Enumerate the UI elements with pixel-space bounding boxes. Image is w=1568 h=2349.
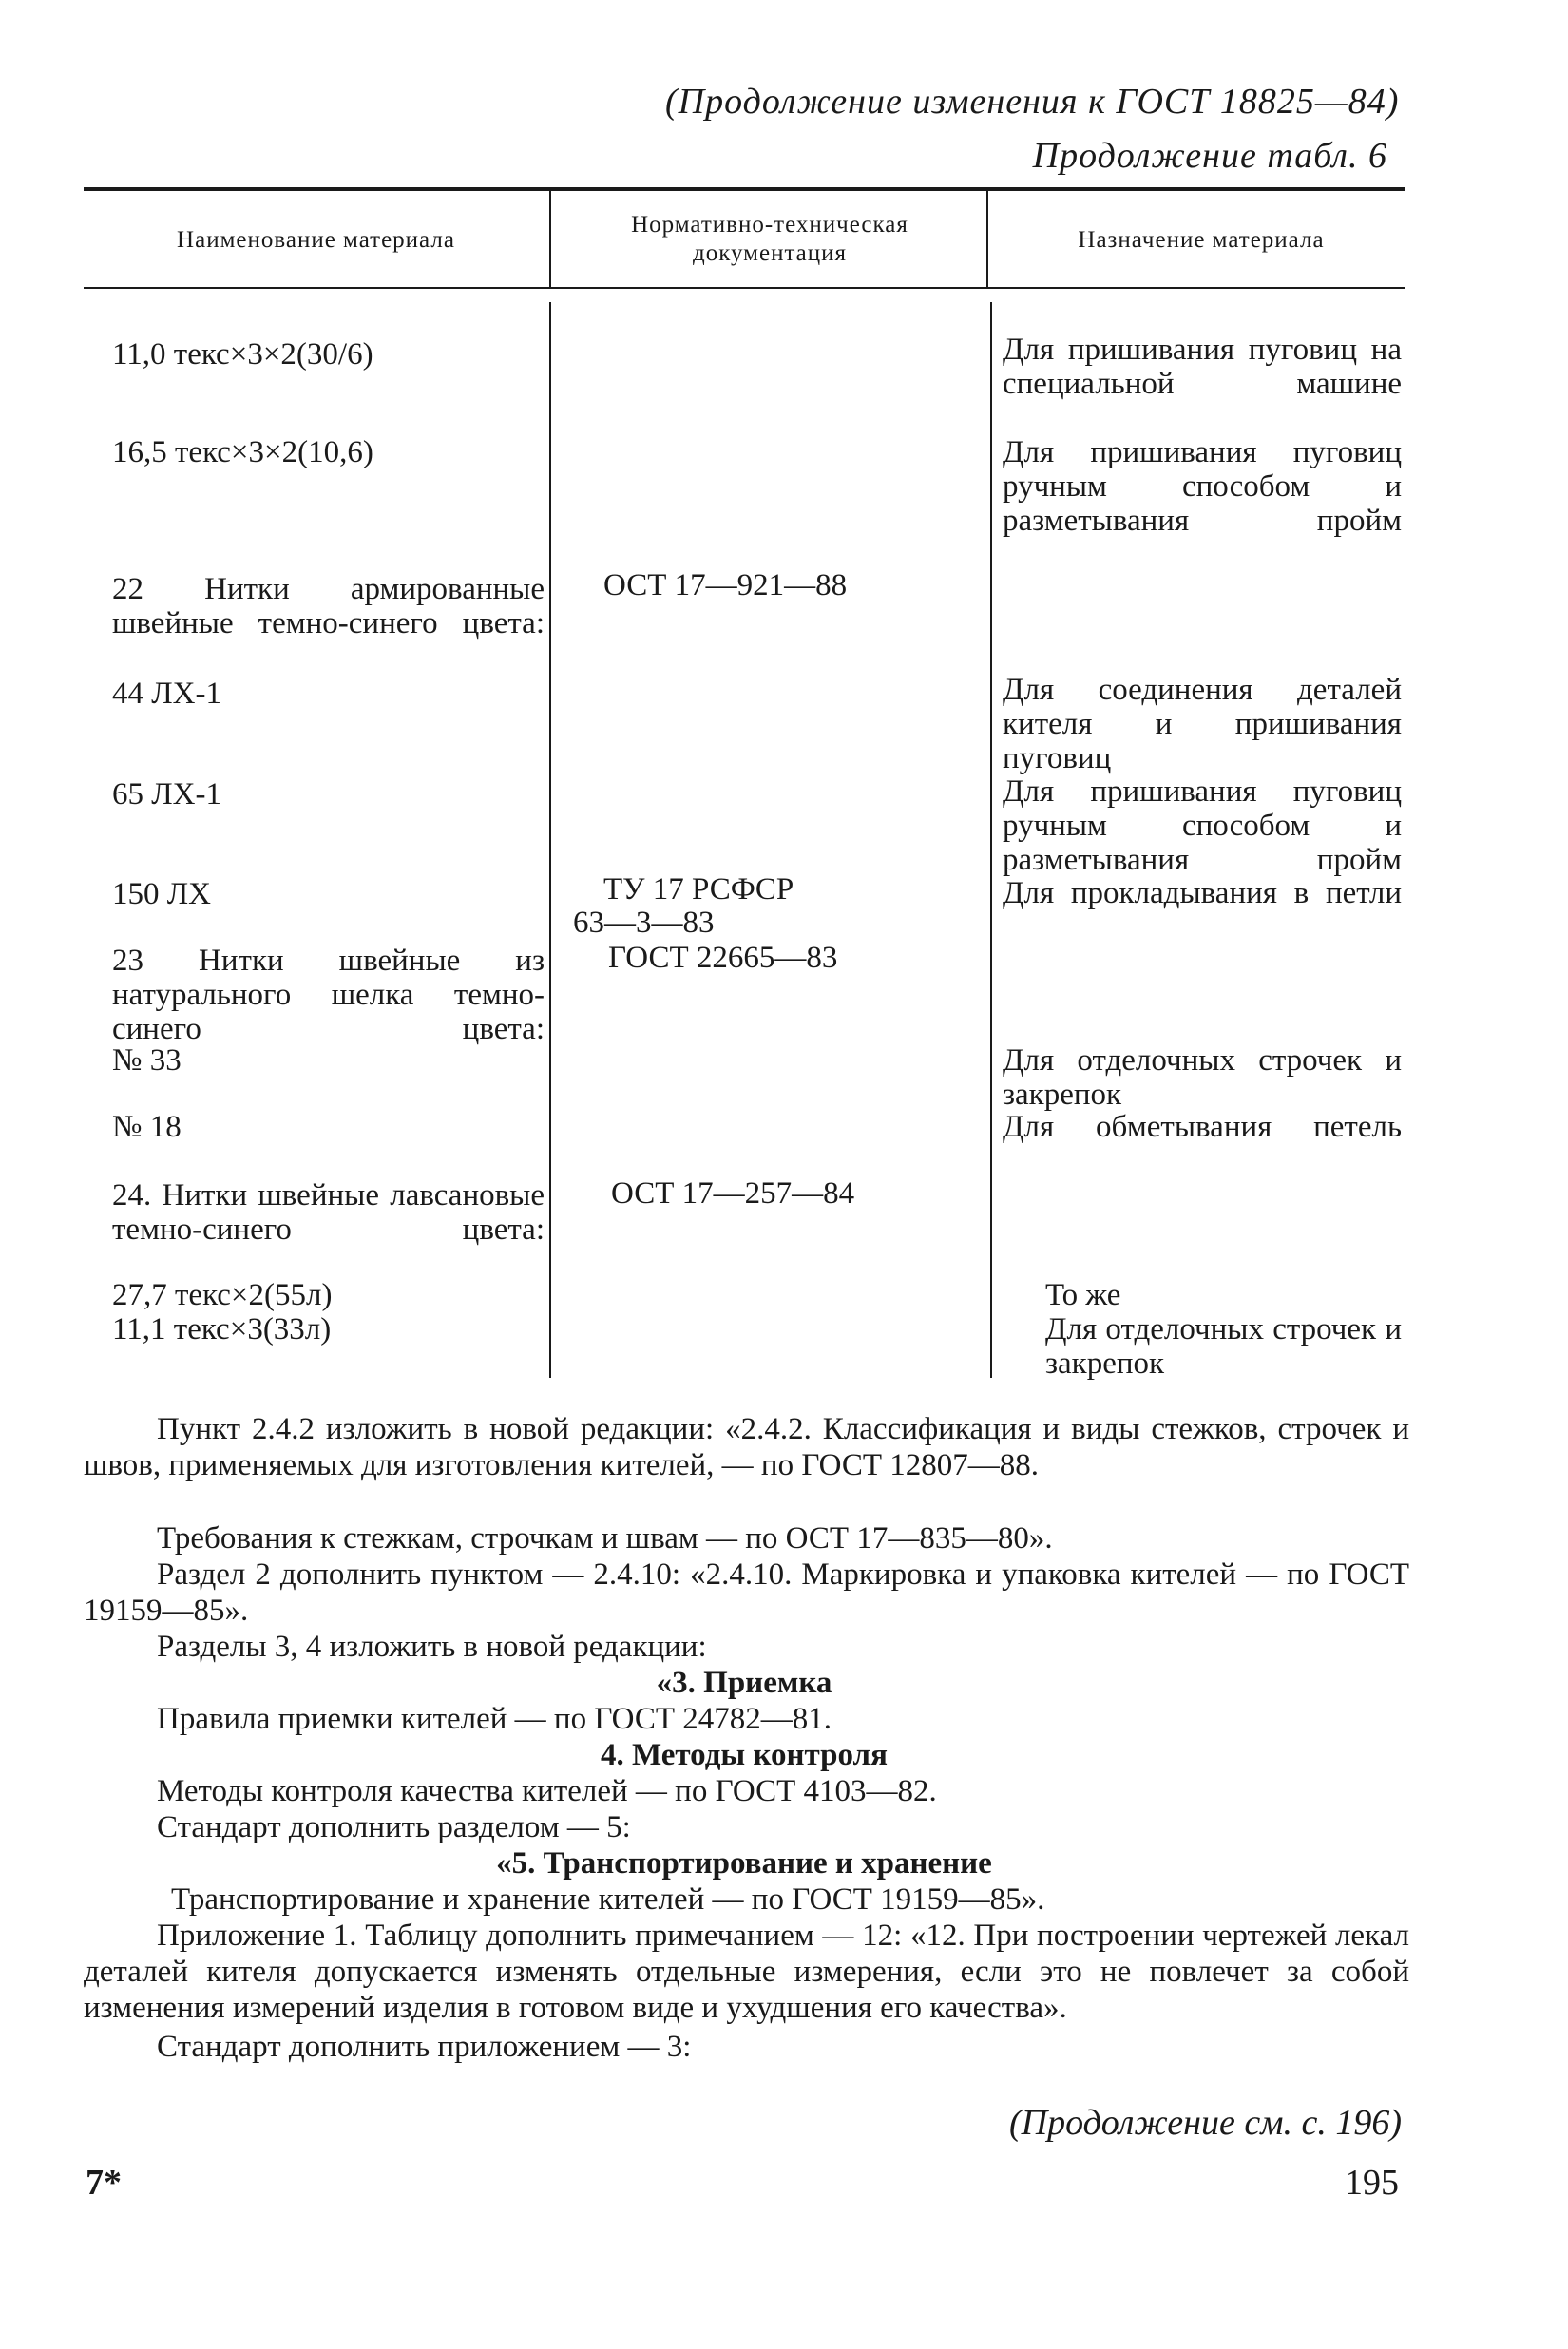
- heading-section-3: «3. Приемка: [656, 1666, 832, 1700]
- row11-purpose: То же: [1045, 1278, 1121, 1312]
- row4-material: 44 ЛХ-1: [112, 677, 221, 711]
- row8-purpose: Для отделочных строчек и закрепок: [1003, 1043, 1402, 1112]
- table-top-rule: [84, 187, 1405, 191]
- paragraph-add-appendix-3: Стандарт дополнить приложением — 3:: [157, 2030, 692, 2064]
- paragraph-control-methods: Методы контроля качества кителей — по ГОСТ 4103—82.: [157, 1774, 937, 1808]
- row12-purpose: Для отделочных строчек и закрепок: [1045, 1312, 1402, 1381]
- row8-material: № 33: [112, 1043, 182, 1078]
- paragraph-stitch-requirements: Требования к стежкам, строчкам и швам — по ОСТ 17—835—80».: [157, 1521, 1053, 1556]
- column-header-purpose: Назначение материала: [1078, 227, 1325, 253]
- row5-material: 65 ЛХ-1: [112, 777, 221, 812]
- paragraph-add-section-5: Стандарт дополнить разделом — 5:: [157, 1810, 631, 1844]
- row7-documentation: ГОСТ 22665—83: [608, 941, 838, 975]
- sheet-mark: 7*: [86, 2163, 122, 2203]
- row5-purpose: Для пришивания пуговиц ручным способом и разметывания пройм: [1003, 774, 1402, 877]
- paragraph-2-4-2: Пункт 2.4.2 изложить в новой редакции: «2.4.2. Классификация и виды стежков, строчек и швов, применяемых для изготовления кителей, — по ГОСТ 12807—88.: [84, 1412, 1409, 1482]
- paragraph-appendix-1: Приложение 1. Таблицу дополнить примечанием — 12: «12. При построении чертежей лекал деталей кителя допускается изменять отдельные измерения, если это не повлечет за собой изменения измерений изделия в готовом виде и ухудшения его качества».: [84, 1919, 1409, 2025]
- row3-material: 22 Нитки армированные швейные темно-синего цвета:: [112, 572, 545, 640]
- table-divider-2: [990, 302, 992, 1378]
- row6-documentation-line2: 63—3—83: [573, 906, 715, 940]
- row7-material: 23 Нитки швейные из натурального шелка темно-синего цвета:: [112, 944, 545, 1046]
- row4-purpose: Для соединения деталей кителя и пришивания пуговиц: [1003, 673, 1402, 775]
- header-continuation: (Продолжение изменения к ГОСТ 18825—84): [665, 82, 1400, 122]
- row10-material: 24. Нитки швейные лавсановые темно-синего цвета:: [112, 1178, 545, 1247]
- table-divider-1-head: [549, 190, 551, 287]
- row12-material: 11,1 текс×3(33л): [112, 1312, 332, 1346]
- paragraph-section-2-addition: Раздел 2 дополнить пунктом — 2.4.10: «2.4.10. Маркировка и упаковка кителей — по ГОСТ 19159—85».: [84, 1557, 1409, 1628]
- table-divider-1: [549, 302, 551, 1378]
- row11-material: 27,7 текс×2(55л): [112, 1278, 333, 1312]
- row2-purpose: Для пришивания пуговиц ручным способом и разметывания пройм: [1003, 435, 1402, 538]
- row9-purpose: Для обметывания петель: [1003, 1110, 1402, 1144]
- row1-purpose: Для пришивания пуговиц на специальной машине: [1003, 333, 1402, 401]
- row6-documentation-line1: ТУ 17 РСФСР: [603, 872, 794, 907]
- paragraph-sections-3-4: Разделы 3, 4 изложить в новой редакции:: [157, 1630, 707, 1664]
- row3-documentation: ОСТ 17—921—88: [603, 568, 848, 602]
- paragraph-transport-storage: Транспортирование и хранение кителей — по ГОСТ 19159—85».: [171, 1882, 1045, 1917]
- column-header-material: Наименование материала: [177, 227, 455, 253]
- heading-section-4: 4. Методы контроля: [601, 1738, 888, 1772]
- row6-material: 150 ЛХ: [112, 877, 211, 911]
- table-divider-2-head: [986, 190, 988, 287]
- footer-continuation: (Продолжение см. с. 196): [1008, 2103, 1402, 2143]
- row2-material: 16,5 текс×3×2(10,6): [112, 435, 373, 469]
- table-continuation-label: Продолжение табл. 6: [1032, 136, 1387, 176]
- row9-material: № 18: [112, 1110, 182, 1144]
- table-header-rule: [84, 287, 1405, 289]
- row10-documentation: ОСТ 17—257—84: [611, 1176, 855, 1211]
- row6-purpose: Для прокладывания в петли: [1003, 876, 1402, 910]
- page-number: 195: [1345, 2163, 1399, 2203]
- heading-section-5: «5. Транспортирование и хранение: [496, 1846, 992, 1881]
- column-header-documentation: Нормативно-техническая документация: [631, 212, 908, 266]
- row1-material: 11,0 текс×3×2(30/6): [112, 337, 373, 372]
- paragraph-acceptance-rules: Правила приемки кителей — по ГОСТ 24782—81.: [157, 1702, 832, 1736]
